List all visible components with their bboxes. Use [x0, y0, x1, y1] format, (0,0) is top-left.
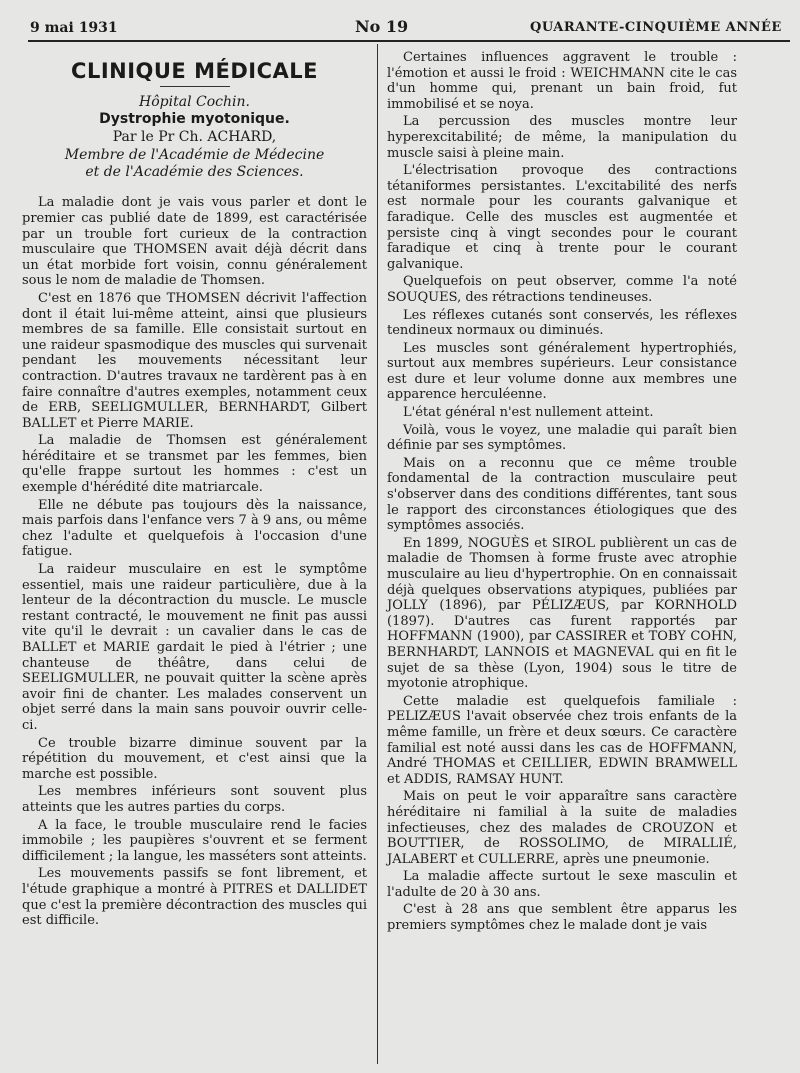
title-rule: [160, 86, 230, 87]
left-column: [22, 60, 367, 931]
paragraph: L'état général n'est nullement atteint.: [403, 405, 654, 421]
paragraph: Mais on a reconnu que ce même trouble fondamental de la contraction musculaire peut s'observer dans des conditions différentes, tant sous le rapport des circonstances étiologiques que des symptômes associés.: [387, 455, 737, 534]
column-divider: [377, 44, 378, 1064]
paragraph: Certaines influences aggravent le trouble : l'émotion et aussi le froid : WEICHMANN cite le cas d'un homme qui, prenant un bain froid, fut immobilisé et se noya.: [387, 50, 737, 112]
article-title: Dystrophie myotonique.: [99, 111, 290, 128]
author-affiliation: [22, 147, 367, 181]
paragraph: La raideur musculaire en est le symptôme essentiel, mais une raideur particulière, due à la lenteur de la décontraction du muscle. Le muscle restant contracté, le mouvement ne finit pas aussi vite qu'il le devrait : un cavalier dans le cas de BALLET et MARIE gardait le pied à l'étrier ; une chanteuse de théâtre, dans celui de SEELIGMULLER, ne pouvait quitter la scène après avoir fini de chanter. Les malades conservent un objet serré dans la main sans pouvoir ouvrir celle-ci.: [22, 562, 367, 733]
affiliation-line-2: et de l'Académie des Sciences.: [85, 164, 304, 181]
page-header: [0, 14, 800, 42]
paragraph: Les muscles sont généralement hypertrophiés, surtout aux membres supérieurs. Leur consistance est dure et leur volume donne aux membres une apparence herculéenne.: [387, 340, 737, 403]
paragraph: La maladie de Thomsen est généralement héréditaire et se transmet par les femmes, bien qu'elle frappe surtout les hommes : c'est un exemple d'hérédité dite matriarcale.: [22, 433, 367, 496]
paragraph: La percussion des muscles montre leur hyperexcitabilité; de même, la manipulation du muscle saisi à pleine main.: [387, 114, 737, 161]
author-byline: Par le Pr Ch. ACHARD,: [112, 128, 277, 145]
paragraph: Ce trouble bizarre diminue souvent par la répétition du mouvement, et c'est ainsi que la marche est possible.: [22, 735, 367, 782]
hospital-name: Hôpital Cochin.: [139, 93, 250, 110]
paragraph: A la face, le trouble musculaire rend le facies immobile ; les paupières s'ouvrent et se ferment difficilement ; la langue, les masséters sont atteints.: [22, 817, 367, 864]
paragraph: Elle ne débute pas toujours dès la naissance, mais parfois dans l'enfance vers 7 à 9 ans, ou même chez l'adulte et quelquefois à l'occasion d'une fatigue.: [22, 497, 367, 560]
affiliation-line-1: Membre de l'Académie de Médecine: [64, 147, 325, 164]
paragraph: Les membres inférieurs sont souvent plus atteints que les autres parties du corps.: [22, 784, 367, 815]
paragraph: C'est à 28 ans que semblent être apparus les premiers symptômes chez le malade dont je vais: [387, 902, 737, 934]
issue-number: No 19: [355, 17, 409, 36]
paragraph: La maladie dont je vais vous parler et dont le premier cas publié date de 1899, est caractérisée par un trouble fort curieux de la contraction musculaire que THOMSEN avait déjà décrit dans un état morbide fort voisin, connu généralement sous le nom de maladie de Thomsen.: [22, 195, 367, 289]
paragraph: L'électrisation provoque des contractions tétaniformes persistantes. L'excitabilité des nerfs est normale pour les courants galvanique et faradique. Celle des muscles est augmentée et persiste cinq à vingt secondes pour le courant faradique et cinq à trente pour le courant galvanique.: [387, 163, 737, 272]
section-title: CLINIQUE MÉDICALE: [71, 59, 318, 83]
right-column: [387, 50, 737, 936]
paragraph: Les mouvements passifs se font librement, et l'étude graphique a montré à PITRES et DALLIDET que c'est la première décontraction des muscles qui est difficile.: [22, 866, 367, 929]
paragraph: C'est en 1876 que THOMSEN décrivit l'affection dont il était lui-même atteint, ainsi que plusieurs membres de sa famille. Elle consistait surtout en une raideur spasmodique des muscles qui survenait pendant les mouvements nécessitant leur contraction. D'autres travaux ne tardèrent pas à en faire connaître d'autres exemples, notamment ceux de ERB, SEELIGMULLER, BERNHARDT, Gilbert BALLET et Pierre MARIE.: [22, 290, 367, 431]
paragraph: Voilà, vous le voyez, une maladie qui paraît bien définie par ses symptômes.: [387, 422, 737, 454]
paragraph: Cette maladie est quelquefois familiale : PELIZÆUS l'avait observée chez trois enfants de la même famille, un frère et deux sœurs. Ce caractère familial est noté aussi dans les cas de HOFFMANN, André THOMAS et CEILLIER, EDWIN BRAMWELL et ADDIS, RAMSAY HUNT.: [387, 693, 737, 787]
header-rule: [28, 40, 790, 42]
paragraph: En 1899, NOGUÈS et SIROL publièrent un cas de maladie de Thomsen à forme fruste avec atrophie musculaire au lieu d'hypertrophie. On en connaissait déjà quelques observations atypiques, publiées par JOLLY (1896), par PÉLIZÆUS, par KORNHOLD (1897). D'autres cas furent rapportés par HOFFMANN (1900), par CASSIRER et TOBY COHN, BERNHARDT, LANNOIS et MAGNEVAL qui en fit le sujet de sa thèse (Lyon, 1904) sous le titre de myotonie atrophique.: [387, 535, 737, 692]
paragraph: La maladie affecte surtout le sexe masculin et l'adulte de 20 à 30 ans.: [387, 869, 737, 900]
issue-date: 9 mai 1931: [30, 20, 118, 36]
paragraph: Quelquefois on peut observer, comme l'a noté SOUQUES, des rétractions tendineuses.: [387, 274, 737, 305]
paragraph: Les réflexes cutanés sont conservés, les réflexes tendineux normaux ou diminués.: [387, 307, 737, 339]
volume-year: QUARANTE-CINQUIÈME ANNÉE: [530, 20, 782, 35]
paragraph: Mais on peut le voir apparaître sans caractère héréditaire ni familial à la suite de maladies infectieuses, chez des malades de CROUZON et BOUTTIER, de ROSSOLIMO, de MIRALLIÉ, JALABERT et CULLERRE, après une pneumonie.: [387, 789, 737, 867]
